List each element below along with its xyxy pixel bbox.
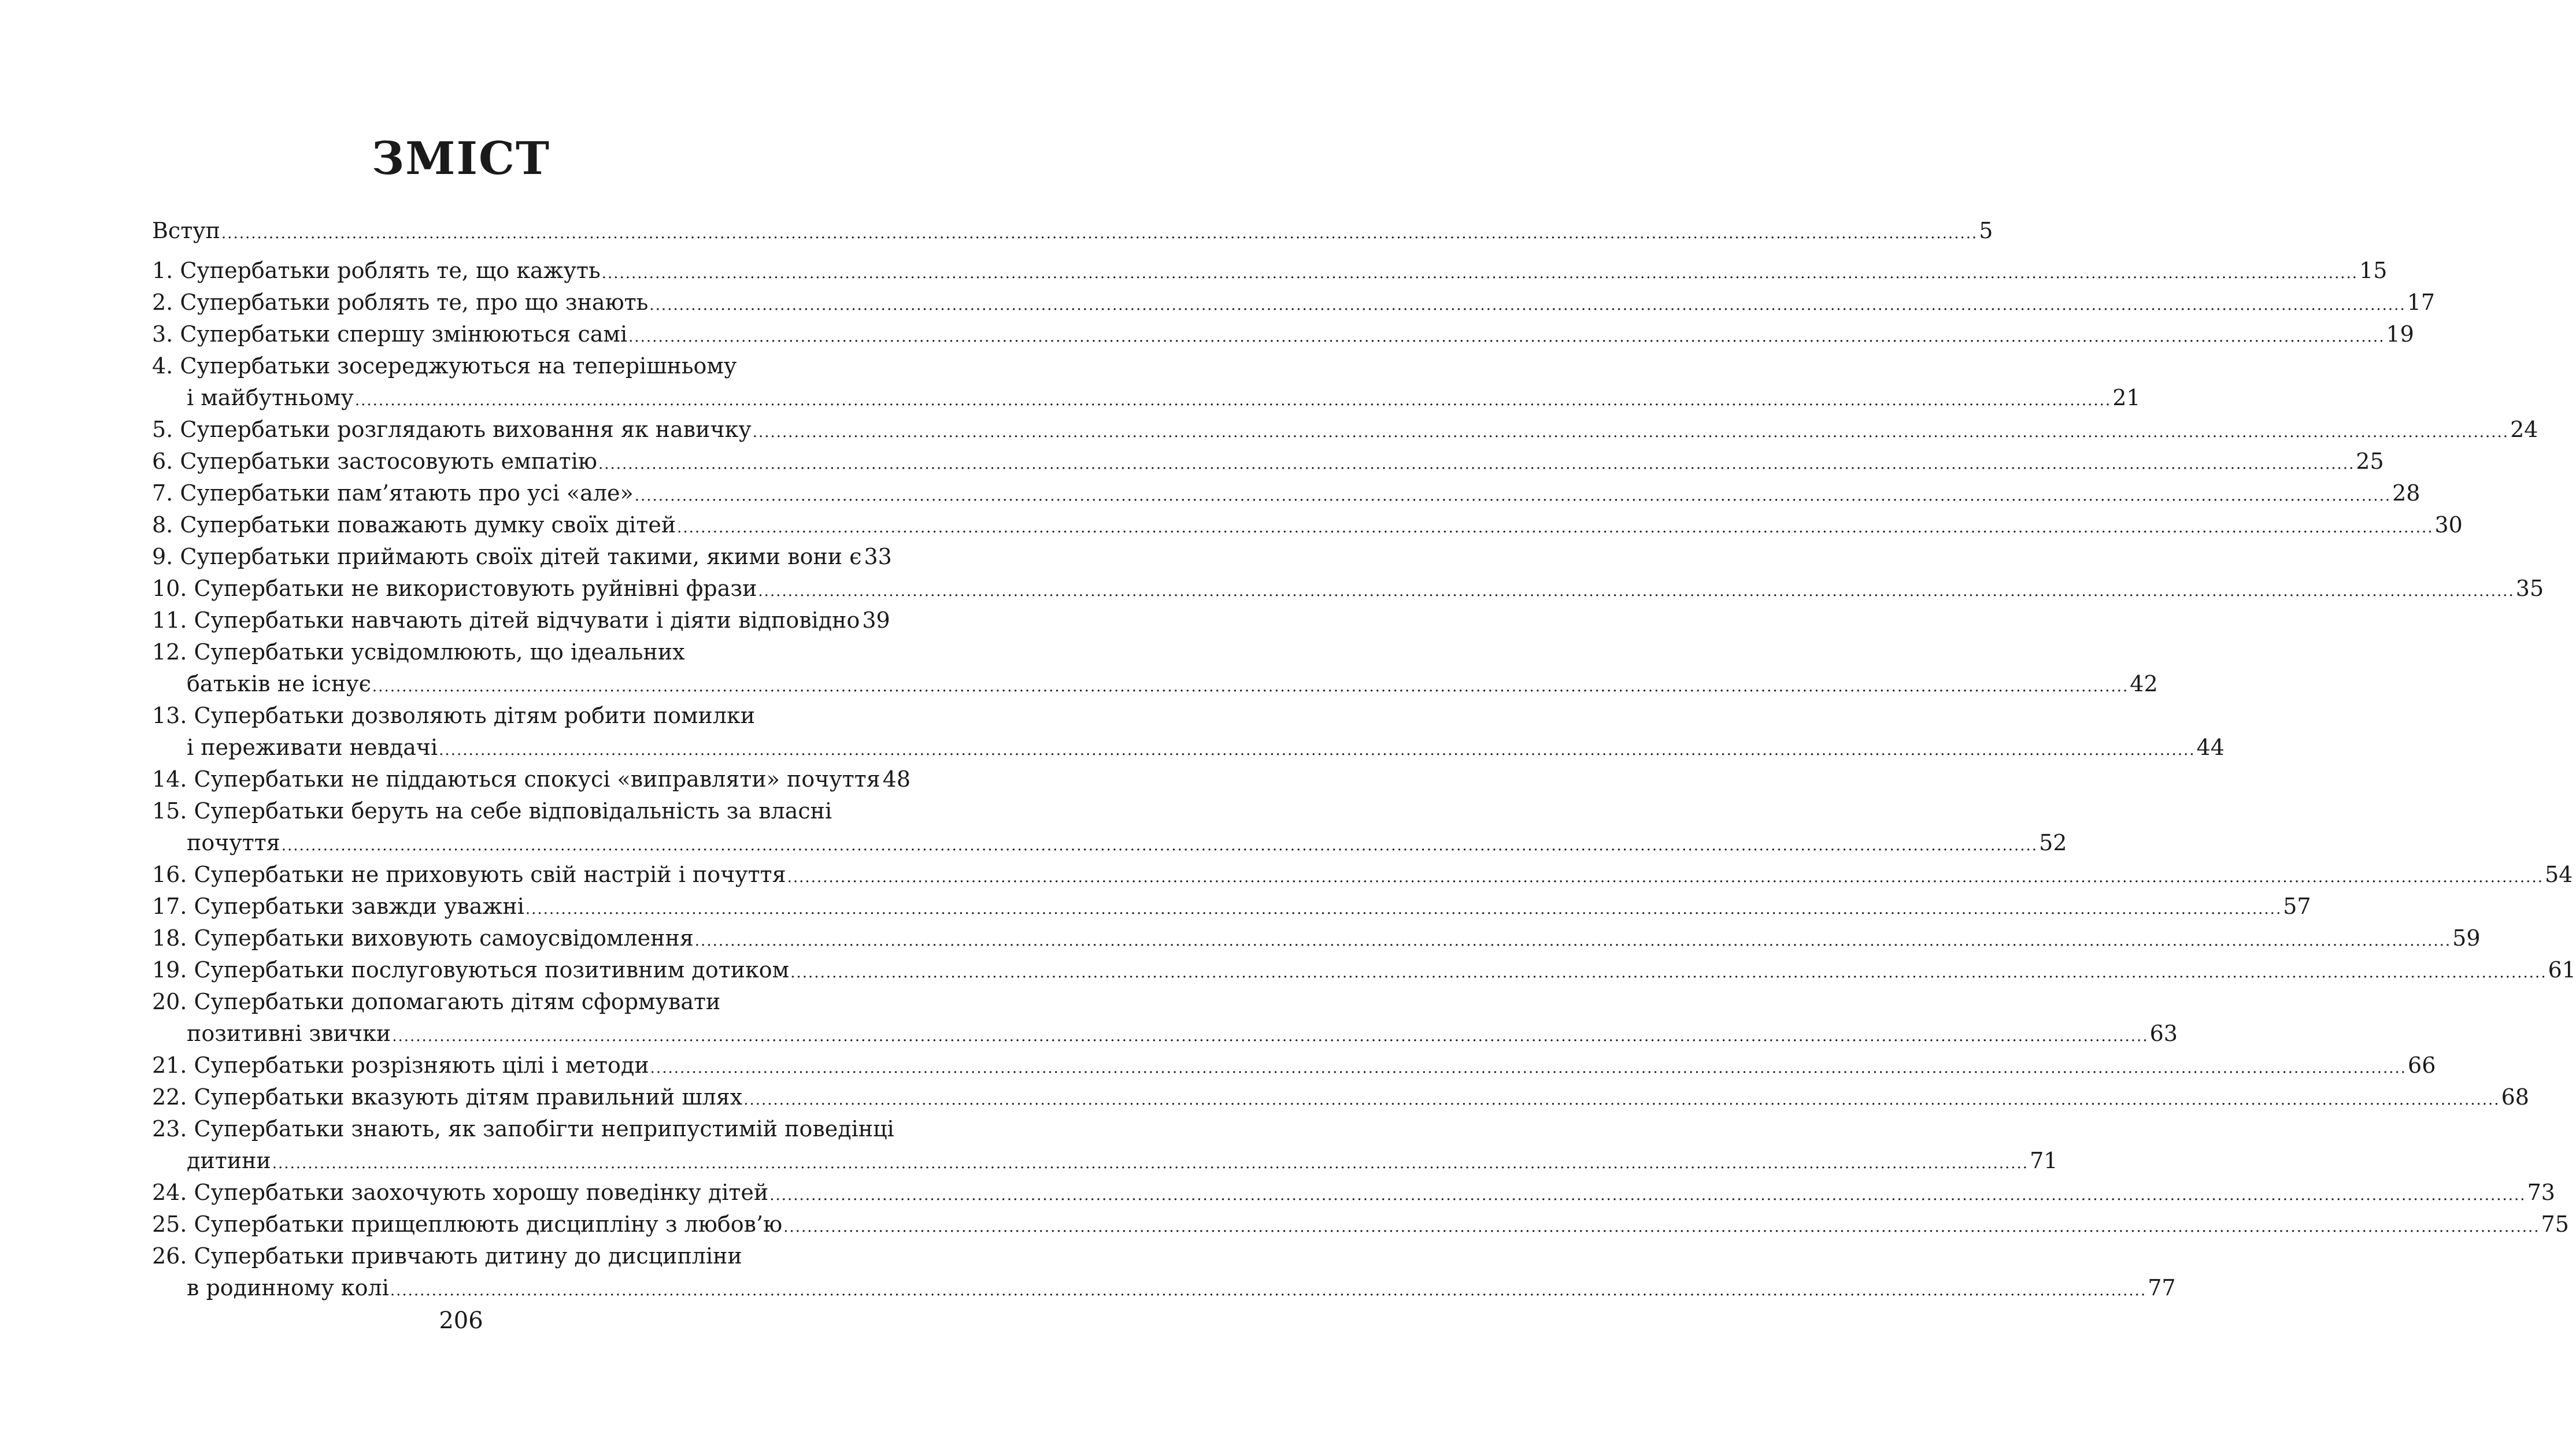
toc-line (152, 255, 2388, 287)
toc-entry-title: і майбутньому (187, 385, 354, 410)
toc-line (152, 446, 2384, 477)
toc-entry (152, 1177, 2555, 1209)
toc-line (152, 477, 2420, 509)
toc-page-number: 68 (2501, 1084, 2529, 1110)
toc-entry-title: 3. Супербатьки спершу змінюються самі (152, 321, 628, 347)
toc-line (152, 732, 2225, 764)
toc-entry (152, 605, 890, 636)
toc-line (152, 605, 890, 636)
toc-entry (152, 891, 2311, 922)
toc-page-number: 25 (2356, 449, 2384, 474)
dot-leader (769, 1180, 2526, 1211)
toc-entry-title: 25. Супербатьки прищеплюють дисципліну з любов’ю (152, 1211, 783, 1237)
toc-entry-title: в родинному колі (187, 1275, 389, 1300)
toc-page-number: 15 (2359, 258, 2388, 283)
toc-page-number: 63 (2149, 1021, 2178, 1046)
toc-line (152, 859, 2573, 891)
toc-entry (152, 446, 2384, 477)
dot-leader (787, 862, 2544, 894)
toc-entry-title: 7. Супербатьки пам’ятають про усі «але» (152, 480, 634, 506)
toc-page-number: 5 (1979, 218, 1993, 243)
toc-entry-title: 19. Супербатьки послуговуються позитивним дотиком (152, 957, 790, 983)
toc-entry (152, 573, 2544, 605)
toc-line (152, 509, 2463, 541)
toc-entry (152, 764, 911, 795)
toc-entry (152, 1209, 2569, 1240)
page-title: ЗМІСТ (371, 132, 551, 185)
toc-entry-title: 14. Супербатьки не піддаються спокусі «виправляти» почуття (152, 766, 880, 792)
dot-leader (649, 290, 2405, 321)
toc-page-number: 44 (2196, 735, 2225, 760)
toc-page-number: 39 (862, 607, 890, 633)
toc-entry-title: 16. Супербатьки не приховують свій настрій і почуття (152, 862, 786, 887)
dot-leader (221, 218, 1978, 250)
toc-line (152, 215, 1993, 247)
toc-page-number: 42 (2130, 671, 2158, 696)
toc-line (152, 541, 892, 573)
toc-line (152, 922, 2481, 954)
toc-entry (152, 414, 2538, 446)
dot-leader (282, 830, 2038, 862)
toc-page-number: 35 (2515, 576, 2544, 601)
toc-entry-title: 4. Супербатьки зосереджуються на теперішньому (152, 353, 737, 379)
toc-entry-title: батьків не існує (187, 671, 371, 696)
toc-entry (152, 1113, 2058, 1177)
toc-entry (152, 541, 892, 573)
toc-entry (152, 922, 2481, 954)
toc-entry-title: і переживати невдачі (187, 735, 438, 760)
toc-page-number: 73 (2527, 1180, 2555, 1205)
toc-page-number: 71 (2030, 1148, 2058, 1173)
dot-leader (598, 449, 2355, 480)
toc-page-number: 59 (2452, 925, 2481, 951)
toc-entry-title: 24. Супербатьки заохочують хорошу поведінку дітей (152, 1180, 769, 1205)
toc-entry (152, 700, 2225, 764)
toc-entry (152, 287, 2436, 318)
toc-entry (152, 215, 1993, 247)
toc-line (152, 636, 826, 668)
toc-line (152, 318, 2414, 350)
toc-line (152, 1177, 2555, 1209)
dot-leader (695, 925, 2451, 957)
table-of-contents (152, 215, 2576, 1304)
toc-entry-title: 2. Супербатьки роблять те, про що знають (152, 290, 649, 315)
dot-leader (439, 735, 2195, 766)
toc-line (152, 795, 832, 827)
toc-entry-title: 21. Супербатьки розрізняють цілі і методи (152, 1053, 649, 1078)
toc-entry (152, 986, 2178, 1050)
toc-page-number: 52 (2039, 830, 2067, 855)
dot-leader (753, 417, 2509, 449)
toc-entry-title: дитини (187, 1148, 271, 1173)
toc-entry (152, 477, 2420, 509)
toc-line (152, 573, 2544, 605)
toc-entry-title: Вступ (152, 218, 220, 243)
dot-leader (602, 258, 2358, 290)
toc-entry-title: почуття (187, 830, 280, 855)
dot-leader (390, 1275, 2146, 1307)
toc-line (152, 700, 826, 732)
toc-entry-title: 17. Супербатьки завжди уважні (152, 894, 524, 919)
dot-leader (392, 1021, 2148, 1053)
toc-page-number: 19 (2386, 321, 2414, 347)
toc-entry-title: 10. Супербатьки не використовують руйнівні фрази (152, 576, 757, 601)
dot-leader (783, 1211, 2540, 1243)
toc-line (152, 1113, 894, 1145)
toc-entry (152, 1081, 2529, 1113)
toc-entry-title: 1. Супербатьки роблять те, що кажуть (152, 258, 601, 283)
toc-page-number: 17 (2407, 290, 2436, 315)
toc-entry-title: 8. Супербатьки поважають думку своїх дітей (152, 512, 676, 538)
toc-page-number: 21 (2112, 385, 2141, 410)
toc-entry (152, 318, 2414, 350)
toc-line (152, 764, 911, 795)
toc-line (152, 350, 826, 382)
toc-page-number: 75 (2541, 1211, 2569, 1237)
toc-entry-title: 18. Супербатьки виховують самоусвідомлення (152, 925, 694, 951)
toc-entry (152, 255, 2388, 287)
toc-page-number: 77 (2148, 1275, 2176, 1300)
dot-leader (677, 512, 2433, 544)
toc-page-number: 54 (2544, 862, 2573, 887)
toc-page-number: 33 (864, 544, 892, 569)
dot-leader (758, 576, 2514, 607)
toc-line (152, 954, 2576, 986)
dot-leader (355, 385, 2111, 417)
toc-entry-title: 6. Супербатьки застосовують емпатію (152, 449, 597, 474)
toc-entry (152, 636, 2158, 700)
toc-line (152, 382, 2141, 414)
toc-entry (152, 1240, 2176, 1304)
dot-leader (650, 1053, 2407, 1084)
toc-entry-title: 13. Супербатьки дозволяють дітям робити помилки (152, 703, 756, 728)
toc-entry-title: позитивні звички (187, 1021, 391, 1046)
toc-entry (152, 1050, 2436, 1081)
dot-leader (525, 894, 2282, 925)
dot-leader (790, 957, 2547, 989)
dot-leader (628, 321, 2385, 353)
toc-line (152, 827, 2067, 859)
toc-entry (152, 859, 2573, 891)
toc-entry-title: 26. Супербатьки привчають дитину до дисципліни (152, 1243, 742, 1269)
dot-leader (372, 671, 2129, 703)
toc-entry (152, 795, 2067, 859)
toc-line (152, 1209, 2569, 1240)
toc-page-number: 24 (2510, 417, 2538, 442)
toc-entry-title: 9. Супербатьки приймають своїх дітей такими, якими вони є (152, 544, 862, 569)
toc-line (152, 891, 2311, 922)
toc-page-number: 57 (2283, 894, 2311, 919)
toc-line (152, 1272, 2176, 1304)
toc-entry-title: 11. Супербатьки навчають дітей відчувати і діяти відповідно (152, 607, 860, 633)
dot-leader (272, 1148, 2029, 1180)
toc-entry (152, 509, 2463, 541)
toc-entry-title: 23. Супербатьки знають, як запобігти неприпустимій поведінці (152, 1116, 894, 1142)
toc-line (152, 414, 2538, 446)
toc-line (152, 287, 2436, 318)
toc-page-number: 66 (2408, 1053, 2436, 1078)
toc-entry-title: 5. Супербатьки розглядають виховання як навичку (152, 417, 752, 442)
toc-page-number: 48 (882, 766, 911, 792)
toc-entry (152, 350, 2141, 414)
toc-page-number: 28 (2392, 480, 2420, 506)
toc-page-number: 61 (2548, 957, 2576, 983)
toc-entry-title: 15. Супербатьки беруть на себе відповідальність за власні (152, 798, 832, 824)
toc-line (152, 1081, 2529, 1113)
dot-leader (743, 1084, 2500, 1116)
toc-page-number: 30 (2434, 512, 2463, 538)
toc-line (152, 668, 2158, 700)
toc-entry (152, 954, 2576, 986)
toc-line (152, 1145, 2058, 1177)
toc-entry-title: 12. Супербатьки усвідомлюють, що ідеальних (152, 639, 685, 665)
page-number: 206 (439, 1307, 483, 1334)
dot-leader (635, 480, 2391, 512)
toc-line (152, 1050, 2436, 1081)
toc-line (152, 986, 826, 1018)
toc-entry-title: 20. Супербатьки допомагають дітям сформувати (152, 989, 721, 1014)
toc-entry-title: 22. Супербатьки вказують дітям правильний шлях (152, 1084, 743, 1110)
toc-line (152, 1240, 826, 1272)
toc-line (152, 1018, 2178, 1050)
